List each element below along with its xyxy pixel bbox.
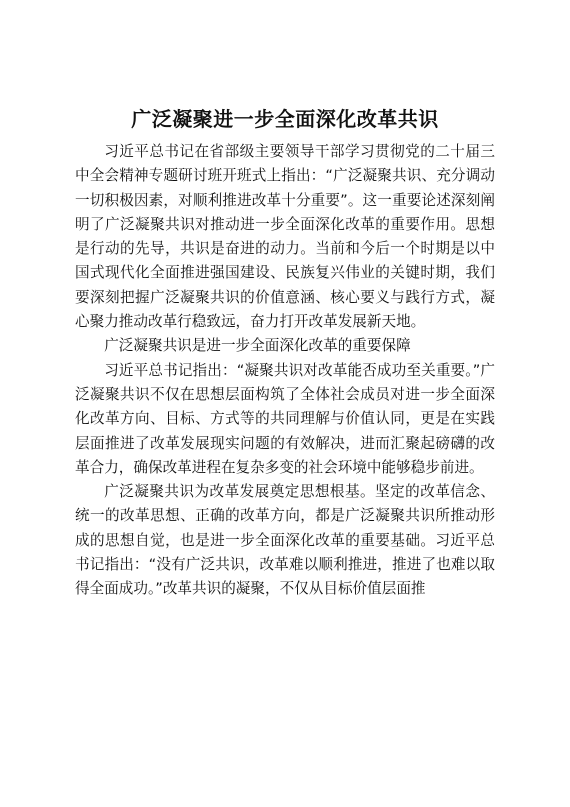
section-heading: 广泛凝聚共识是进一步全面深化改革的重要保障: [104, 337, 411, 355]
document-body: [75, 140, 495, 602]
paragraph-intro: 习近平总书记在省部级主要领导干部学习贯彻党的二十届三中全会精神专题研讨班开班式上指出：“广泛凝聚共识、充分调动一切积极因素，对顺利推进改革十分重要”。这一重要论述深刻阐明了广泛凝聚共识对推动进一步全面深化改革的重要作用。思想是行动的先导，共识是奋进的动力。当前和今后一个时期是以中国式现代化全面推进强国建设、民族复兴伟业的关键时期，我们要深刻把握广泛凝聚共识的价值意涵、核心要义与践行方式，凝心聚力推动改革行稳致远，奋力打开改革发展新天地。: [75, 143, 495, 331]
document-title: 广泛凝聚进一步全面深化改革共识: [131, 107, 439, 131]
paragraph-3: 广泛凝聚共识为改革发展奠定思想根基。坚定的改革信念、统一的改革思想、正确的改革方向，都是广泛凝聚共识所推动形成的思想自觉，也是进一步全面深化改革的重要基础。习近平总书记指出：“没有广泛共识，改革难以顺利推进，推进了也难以取得全面成功。”改革共识的凝聚，不仅从目标价值层面推: [75, 483, 495, 598]
paragraph-2: 习近平总书记指出：“凝聚共识对改革能否成功至关重要。”广泛凝聚共识不仅在思想层面构筑了全体社会成员对进一步全面深化改革方向、目标、方式等的共同理解与价值认同，更是在实践层面推进了改革发展现实问题的有效解决，进而汇聚起磅礴的改革合力，确保改革进程在复杂多变的社会环境中能够稳步前进。: [75, 361, 495, 476]
